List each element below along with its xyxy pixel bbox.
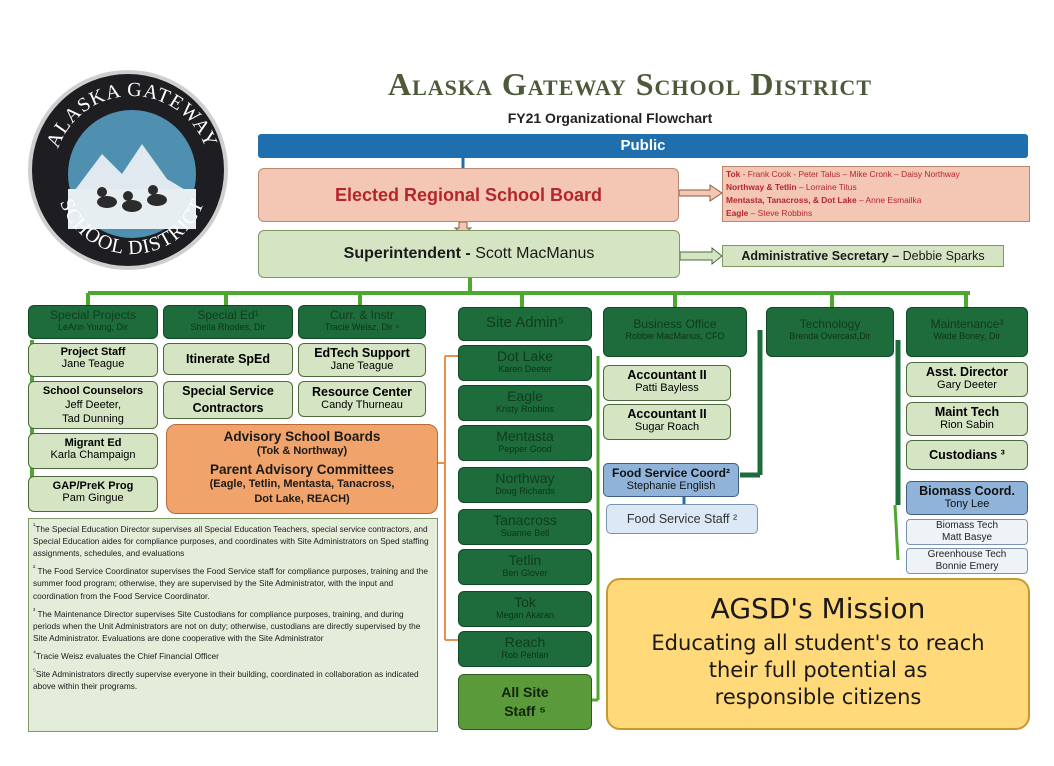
dept-title: Maintenance³: [930, 317, 1004, 331]
item-title: EdTech Support: [314, 346, 410, 360]
site-eagle: [458, 385, 592, 421]
footnote-text: The Maintenance Director supervises Site Custodians for compliance purposes, training, and during periods when the Unit Administrators are not on duty; otherwise, custodians are directly supervised by the Site Administrator. Evaluations are done cooperative with the Site Administrator: [33, 608, 421, 643]
dept-special-projects: [28, 305, 158, 339]
advisory-line: Parent Advisory Committees: [209, 462, 395, 477]
page-title: Alaska Gateway School District: [387, 66, 872, 102]
site-northway: [458, 467, 592, 503]
site-name: Northway: [495, 470, 555, 486]
food-service-staff-box: Food Service Staff ²: [606, 504, 758, 534]
item-title: Accountant II: [627, 407, 707, 421]
footnote: [33, 563, 433, 601]
district-logo: [28, 70, 228, 270]
item-title: Migrant Ed: [64, 437, 122, 449]
site-admin-name: Karen Deeter: [498, 364, 552, 374]
superintendent-name: Scott MacManus: [475, 245, 595, 262]
dept-head: LeAnn Young, Dir: [57, 322, 129, 332]
site-reach: [458, 631, 592, 667]
item-person: Sugar Roach: [634, 421, 700, 433]
board-member-names: – Lorraine Titus: [796, 182, 857, 192]
item-person: Tad Dunning: [62, 413, 124, 425]
dept-special-ed: [163, 305, 293, 339]
logo-artwork: [32, 74, 228, 270]
item-title: Project Staff: [60, 346, 126, 358]
mission-line: their full potential as: [708, 658, 928, 682]
secretary-name: Debbie Sparks: [902, 249, 985, 263]
mission-line: Educating all student's to reach: [651, 631, 985, 655]
advisory-line: (Tok & Northway): [256, 445, 348, 457]
item-person: Stephanie English: [626, 480, 716, 492]
advisory-line: (Eagle, Tetlin, Mentasta, Tanacross,: [209, 478, 395, 490]
dept-maintenance: [906, 307, 1028, 357]
board-member-names: – Steve Robbins: [748, 208, 813, 218]
board-member-row: [726, 181, 1026, 194]
dept-head: Sheila Rhodes, Dir: [190, 322, 266, 332]
edtech-support-box: [298, 343, 426, 377]
secretary-title: Administrative Secretary –: [741, 249, 903, 263]
admin-secretary-box: [722, 245, 1004, 267]
superintendent-title: Superintendent -: [343, 245, 476, 262]
item-title: Accountant II: [627, 368, 707, 382]
dept-title: Technology: [799, 317, 861, 331]
item-person: Patti Bayless: [635, 382, 699, 394]
item-title: GAP/PreK Prog: [52, 480, 134, 492]
itinerate-sped-box: [163, 343, 293, 375]
logo-bottom-text: SCHOOL DISTRICT: [55, 195, 209, 260]
site-name: Tok: [514, 594, 536, 610]
item-person: Gary Deeter: [937, 379, 997, 391]
mission-box: [606, 578, 1030, 730]
dept-head: Robbie MacManus, CFO: [625, 331, 725, 341]
dept-technology: [766, 307, 894, 357]
food-service-coord-box: [603, 463, 739, 497]
board-member-names: – Anne Esmailka: [856, 195, 922, 205]
footnote-mark: ³: [33, 607, 36, 615]
maint-tech-box: [906, 402, 1028, 436]
site-name: Mentasta: [496, 428, 554, 444]
site-tanacross: [458, 509, 592, 545]
board-members-box: [722, 166, 1030, 222]
page-subtitle: FY21 Organizational Flowchart: [507, 110, 713, 126]
all-site-staff-box: [458, 674, 592, 730]
site-dot-lake: [458, 345, 592, 381]
board-member-row: [726, 194, 1026, 207]
footnote: [33, 648, 433, 662]
site-name: Dot Lake: [496, 348, 554, 364]
footnote-text: The Special Education Director supervises all Special Education Teachers, special service contractors, and Special Education aides for compliance purposes, and coordinates with Site Administrators on Sped staffing assignments, schedules, and evaluations: [33, 523, 429, 559]
resource-center-box: [298, 381, 426, 417]
site-name: Tanacross: [493, 512, 557, 528]
dept-head: Brenda Overcast,Dir: [789, 331, 871, 341]
site-admin-name: Suanne Bell: [500, 528, 550, 538]
dept-head: Tracie Weisz, Dir ⁴: [324, 322, 400, 332]
footnotes-box: [28, 518, 438, 732]
advisory-box: [166, 424, 438, 514]
project-staff-box: [28, 343, 158, 377]
public-bar: Public: [258, 134, 1028, 158]
board-member-row: [726, 207, 1026, 220]
site-admin-name: Ben Glover: [502, 568, 548, 578]
item-person: Jane Teague: [61, 358, 125, 370]
item-title: Special Service: [182, 384, 274, 398]
asst-director-box: [906, 362, 1028, 397]
site-tetlin: [458, 549, 592, 585]
site-admin-name: Megan Akaran: [495, 610, 555, 620]
all-site-staff-line: All Site: [501, 684, 549, 700]
dept-title: Special Projects: [49, 308, 137, 322]
item-person: Tony Lee: [944, 498, 990, 510]
site-name: Tetlin: [508, 552, 542, 568]
dept-curr-instr: [298, 305, 426, 339]
migrant-ed-box: [28, 433, 158, 469]
custodians-box: [906, 440, 1028, 470]
item-person: Matt Basye: [941, 532, 993, 543]
biomass-tech-box: [906, 519, 1028, 545]
site-tok: [458, 591, 592, 627]
school-counselors-box: [28, 381, 158, 429]
site-admin-name: Pepper Good: [498, 444, 552, 454]
item-title: Asst. Director: [926, 365, 1008, 379]
special-service-contractors-box: [163, 381, 293, 419]
footnote-mark: ⁵: [33, 668, 36, 676]
item-title: Greenhouse Tech: [927, 549, 1007, 560]
footnote-mark: ⁴: [33, 650, 36, 658]
mission-title: AGSD's Mission: [710, 592, 926, 625]
footnote-mark: ¹: [33, 523, 36, 530]
dept-head: Wade Boney, Dir: [933, 331, 1001, 341]
item-title: Contractors: [192, 401, 264, 415]
all-site-staff-line: Staff ⁵: [504, 703, 546, 719]
accountant-roach-box: [603, 404, 731, 440]
board-member-region: Eagle: [726, 208, 749, 218]
board-member-names: - Frank Cook - Peter Talus – Mike Cronk – Daisy Northway: [740, 169, 960, 179]
footnote-text: Site Administrators directly supervise everyone in their building, coordinated in collaboration as indicated above within their programs.: [33, 668, 419, 692]
logo-top-text: ALASKA GATEWAY: [42, 78, 222, 151]
item-title: Biomass Tech: [935, 520, 999, 531]
item-title: Custodians ³: [929, 448, 1005, 462]
biomass-coord-box: [906, 481, 1028, 515]
item-person: Karla Champaign: [50, 449, 136, 461]
board-member-region: Tok: [726, 169, 741, 179]
site-name: Eagle: [507, 388, 543, 404]
board-member-region: Mentasta, Tanacross, & Dot Lake: [726, 195, 857, 205]
footnote-mark: ²: [33, 565, 36, 573]
footnote-text: Tracie Weisz evaluates the Chief Financial Officer: [35, 650, 219, 661]
item-title: Biomass Coord.: [919, 484, 1015, 498]
footnote: [33, 666, 433, 692]
item-person: Candy Thurneau: [321, 399, 403, 411]
superintendent-box: [258, 230, 680, 278]
dept-business-office: [603, 307, 747, 357]
site-admin-name: Doug Richards: [495, 486, 555, 496]
item-person: Bonnie Emery: [935, 561, 999, 572]
dept-title: Site Admin⁵: [486, 314, 564, 331]
advisory-line: Dot Lake, REACH): [254, 493, 350, 505]
gap-prek-box: [28, 476, 158, 512]
dept-title: Business Office: [633, 317, 717, 331]
item-title: School Counselors: [42, 385, 144, 397]
footnote-text: The Food Service Coordinator supervises the Food Service staff for compliance purposes, training and the summer food program; otherwise, they are supervised by the Site Administrator, with the input and coordination from the Food Service Coordinator.: [33, 566, 428, 601]
dept-title: Curr. & Instr: [329, 308, 394, 322]
item-person: Rion Sabin: [940, 419, 994, 431]
item-person: Jeff Deeter,: [64, 399, 122, 411]
dept-site-admin: [458, 307, 592, 341]
mission-line: responsible citizens: [714, 685, 922, 709]
item-title: Itinerate SpEd: [185, 352, 271, 366]
greenhouse-tech-box: [906, 548, 1028, 574]
footnote: [33, 606, 433, 644]
item-person: Jane Teague: [330, 360, 394, 372]
item-title: Resource Center: [311, 385, 413, 399]
site-name: Reach: [504, 634, 546, 650]
dept-title: Special Ed¹: [197, 308, 259, 322]
item-person: Pam Gingue: [62, 492, 124, 504]
advisory-line: Advisory School Boards: [223, 429, 381, 444]
accountant-bayless-box: [603, 365, 731, 401]
board-member-row: [726, 168, 1026, 181]
site-admin-name: Rob Pehlan: [501, 650, 549, 660]
site-admin-name: Kristy Robbins: [495, 404, 555, 414]
footnote: [33, 521, 433, 559]
elected-board-box: Elected Regional School Board: [258, 168, 679, 222]
item-title: Food Service Coord²: [611, 466, 730, 480]
site-mentasta: [458, 425, 592, 461]
item-title: Maint Tech: [934, 405, 1000, 419]
board-member-region: Northway & Tetlin: [726, 182, 797, 192]
